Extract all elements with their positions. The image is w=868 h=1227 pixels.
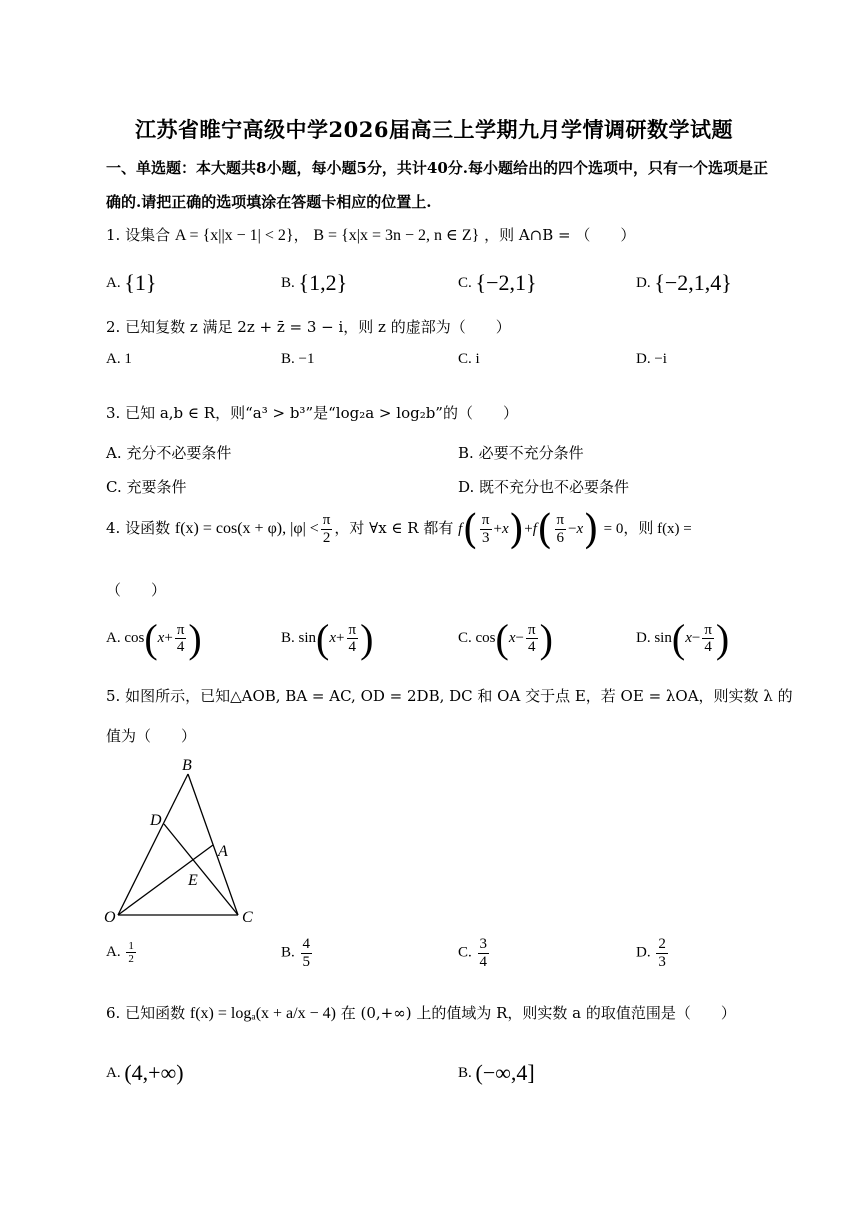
q3-option-d[interactable]: D. 既不充分也不必要条件 <box>458 478 630 496</box>
q2-option-c[interactable]: C. i <box>458 351 480 367</box>
q5-option-a[interactable]: A. $\frac{1}{2}$ <box>106 940 134 966</box>
label-b: B <box>182 757 192 774</box>
q5-option-c[interactable]: C. $\frac{3}{4}$ <box>458 936 488 970</box>
q5-option-d[interactable]: D. $\frac{2}{3}$ <box>636 936 666 970</box>
q1-option-d[interactable]: D. {−2,1,4} <box>636 270 732 295</box>
segment-bc <box>188 774 238 915</box>
label-a: A <box>218 843 228 860</box>
q1-option-c[interactable]: C. {−2,1} <box>458 270 537 295</box>
q2-option-b[interactable]: B. −1 <box>281 351 315 367</box>
question-4-blank: （ ） <box>106 581 167 599</box>
segment-dc <box>164 824 238 915</box>
question-4-stem: 4. 设函数 f(x) = cos(x + φ), |φ| < $\frac{\pi}{2}$ ，对 ∀x ∈ R 都有 f( $\frac{\pi}{3}$ +x)+f( $\frac{\pi}{6}$ −x) = 0，则 f(x) = <box>106 507 692 553</box>
page-title: 江苏省睢宁高级中学2026届高三上学期九月学情调研数学试题 <box>135 117 733 142</box>
q6-option-a[interactable]: A. (4,+∞) <box>106 1060 184 1085</box>
question-5-stem-line2: 值为（ ） <box>106 727 197 745</box>
q1-option-b[interactable]: B. {1,2} <box>281 270 348 295</box>
question-1-stem: 1. 设集合 A = {x||x − 1| < 2}， B = {x|x = 3n − 2, n ∈ Z} ，则 A∩B = （ ） <box>106 226 636 244</box>
q4-option-c[interactable]: C. cos(x− $\frac{\pi}{4}$ ) <box>458 616 553 661</box>
q4-option-a[interactable]: A. cos(x+ $\frac{\pi}{4}$ ) <box>106 616 202 661</box>
segment-ob <box>118 774 188 915</box>
q3-option-b[interactable]: B. 必要不充分条件 <box>458 444 584 462</box>
triangle-figure <box>96 752 276 932</box>
question-2-stem: 2. 已知复数 z 满足 2z + z̄ = 3 − i，则 z 的虚部为（ ） <box>106 318 511 336</box>
question-5-stem: 5. 如图所示，已知△AOB, BA = AC, OD = 2DB, DC 和 OA 交于点 E，若 OE = λOA，则实数 λ 的 <box>106 687 793 705</box>
section-header: 一、单选题：本大题共8小题，每小题5分，共计40分.每小题给出的四个选项中，只有一个选项是正确的.请把正确的选项填涂在答题卡相应的位置上. <box>106 159 768 211</box>
q6-option-b[interactable]: B. (−∞,4] <box>458 1060 535 1085</box>
label-d: D <box>150 812 162 829</box>
q1-option-a[interactable]: A. {1} <box>106 270 157 295</box>
q5-option-b[interactable]: B. $\frac{4}{5}$ <box>281 936 311 970</box>
label-o: O <box>104 909 116 926</box>
q4-option-d[interactable]: D. sin(x− $\frac{\pi}{4}$ ) <box>636 616 730 661</box>
q3-option-c[interactable]: C. 充要条件 <box>106 478 187 496</box>
label-c: C <box>242 909 253 926</box>
question-3-stem: 3. 已知 a,b ∈ R，则“a³ > b³”是“log₂a > log₂b”的（ ） <box>106 404 518 422</box>
question-6-stem: 6. 已知函数 f(x) = logₐ(x + a/x − 4) 在 (0,+∞) 上的值域为 R，则实数 a 的取值范围是（ ） <box>106 1004 736 1022</box>
q2-option-d[interactable]: D. −i <box>636 351 667 367</box>
q3-option-a[interactable]: A. 充分不必要条件 <box>106 444 232 462</box>
segment-oa <box>118 845 213 915</box>
q4-option-b[interactable]: B. sin(x+ $\frac{\pi}{4}$ ) <box>281 616 374 661</box>
q2-option-a[interactable]: A. 1 <box>106 351 132 367</box>
label-e: E <box>188 872 198 889</box>
